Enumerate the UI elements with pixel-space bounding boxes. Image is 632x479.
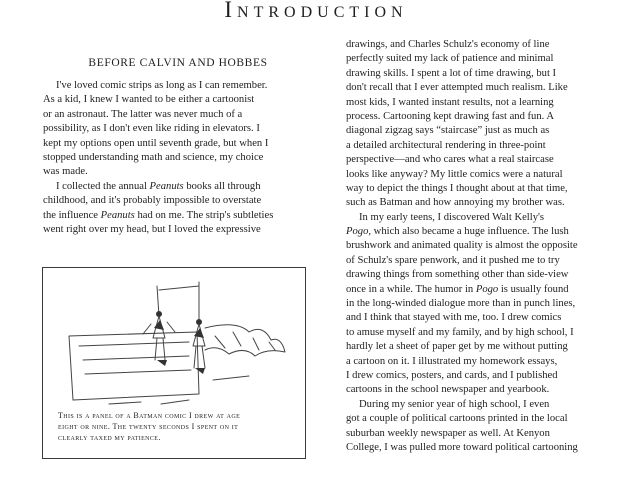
text-line: drawing skills. I spent a lot of time drawing, but I: [346, 67, 557, 79]
title-italic: Peanuts: [100, 209, 135, 221]
text-line: a detailed architectural rendering in three-point: [346, 139, 546, 151]
text-line: diagonal zigzag says “staircase” just as much as: [346, 125, 550, 137]
text-line: College, I was pulled more toward political cartooning: [346, 441, 578, 453]
text-segment: once in a while. The humor in: [346, 283, 476, 295]
text-segment: the influence: [43, 209, 101, 221]
page-title: Introduction: [224, 0, 408, 22]
text-line: was made.: [43, 166, 88, 178]
text-line: cartoons in the school newspaper and yearbook.: [346, 384, 550, 396]
text-line: kept my options open until seventh grade, but when I: [43, 137, 269, 149]
text-line: In my early teens, I discovered Walt Kelly's: [359, 211, 545, 223]
right-text-column: [346, 38, 632, 455]
caption-line: eight or nine. The twenty seconds I spent on it: [58, 422, 239, 431]
text-segment: , which also became a huge influence. The lush: [368, 226, 569, 238]
caption-line: This is a panel of a Batman comic I drew at age: [58, 411, 241, 420]
text-line: suburban weekly newspaper as well. At Kenyon: [346, 427, 550, 439]
text-line: of Schulz's spare penwork, and it pushed me to try: [346, 254, 560, 266]
batman-sketch-figure: [42, 267, 306, 459]
text-line: such as Batman and how annoying my brother was.: [346, 197, 565, 209]
text-line: During my senior year of high school, I even: [359, 398, 550, 410]
text-line: [43, 209, 333, 223]
text-line: [346, 283, 632, 297]
text-line: a cartoon on it. I illustrated my homework essays,: [346, 355, 558, 367]
text-line: childhood, and it's probably impossible to overstate: [43, 195, 262, 207]
text-line: don't recall that I ever attempted much realism. Like: [346, 82, 568, 94]
text-line: went right over my head, but I loved the expressive: [43, 223, 261, 235]
figure-caption: [58, 410, 298, 443]
text-line: looks like anyway? My little comics were a natural: [346, 168, 563, 180]
text-line: to amuse myself and my family, and by high school, I: [346, 326, 574, 338]
text-line: way to depict the things I thought about at that time,: [346, 182, 568, 194]
caption-line: clearly taxed my patience.: [58, 433, 161, 442]
text-line: drawings, and Charles Schulz's economy of line: [346, 39, 550, 50]
text-line: As a kid, I knew I wanted to be either a cartoonist: [43, 94, 255, 106]
section-heading: BEFORE CALVIN AND HOBBES: [88, 57, 268, 69]
text-line: perspective—and who cares what a real staircase: [346, 154, 554, 166]
text-segment: I collected the annual: [56, 180, 150, 192]
text-line: process. Cartooning kept drawing fast and fun. A: [346, 110, 555, 122]
batman-sketch-drawing: [49, 276, 299, 410]
text-line: drawing things from something other than side-view: [346, 269, 569, 281]
text-line: stopped understanding math and science, my choice: [43, 151, 264, 163]
text-line: I've loved comic strips as long as I can remember.: [56, 80, 268, 91]
text-line: possibility, as I don't even like riding in elevators. I: [43, 123, 260, 135]
text-line: and I think that stayed with me, too. I drew comics: [346, 312, 562, 324]
text-segment: books all through: [183, 180, 261, 192]
text-segment: had on me. The strip's subtleties: [134, 209, 274, 221]
text-line: in the long-winded dialogue more than in punch lines,: [346, 298, 576, 310]
text-line: perfectly suited my lack of patience and minimal: [346, 53, 554, 65]
title-italic: Pogo: [346, 226, 369, 238]
title-italic: Peanuts: [149, 180, 184, 192]
text-line: hardly let a sheet of paper get by me without putting: [346, 341, 568, 353]
text-line: [43, 180, 333, 194]
text-line: [346, 225, 632, 239]
text-line: or an astronaut. The latter was never much of a: [43, 108, 243, 120]
text-segment: is usually found: [498, 283, 569, 295]
text-line: brushwork and animated quality is almost the opposite: [346, 240, 578, 252]
text-line: I drew comics, posters, and cards, and I published: [346, 369, 558, 381]
title-italic: Pogo: [475, 283, 499, 295]
left-text-column: [43, 79, 333, 237]
text-line: most kids, I wanted instant results, not a learning: [346, 96, 554, 108]
text-line: got a couple of political cartoons printed in the local: [346, 413, 568, 425]
